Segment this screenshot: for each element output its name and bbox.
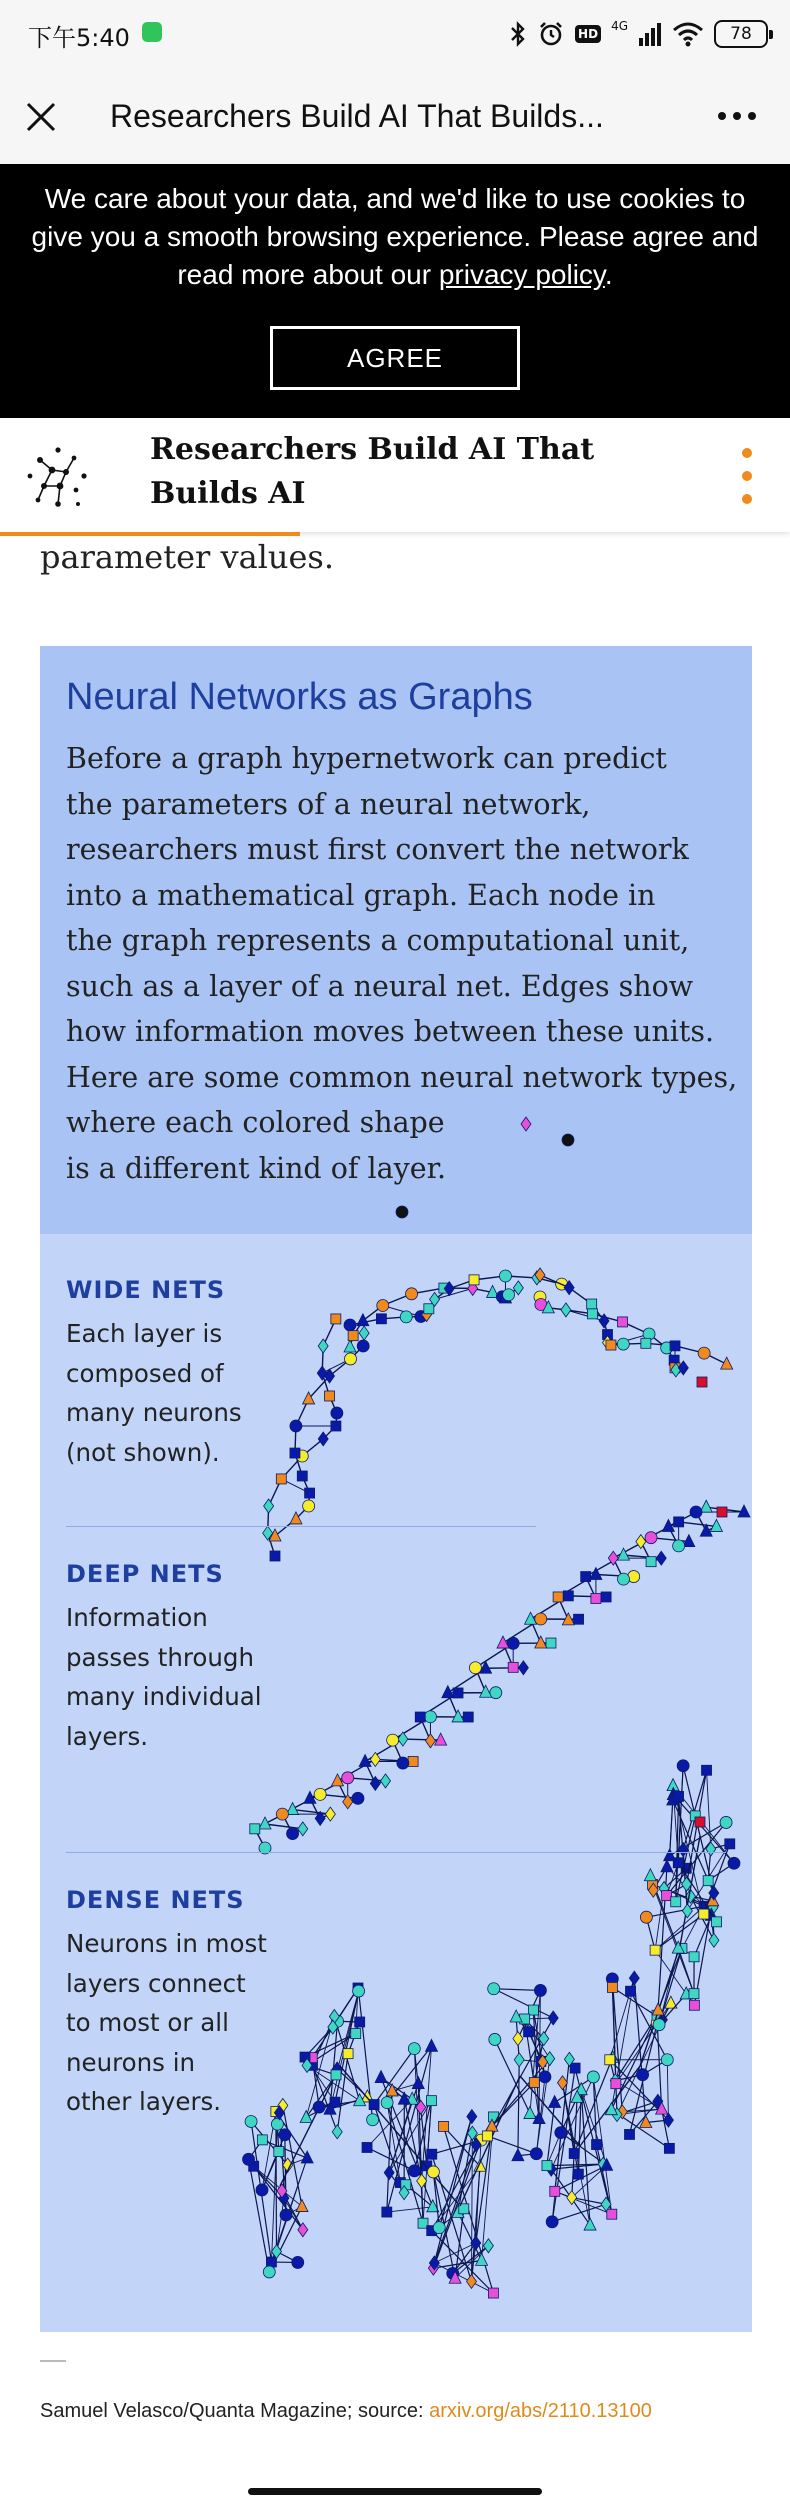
graph-node — [305, 1488, 315, 1498]
graph-node — [712, 1917, 722, 1927]
graph-node — [355, 2017, 365, 2027]
graph-node — [259, 1817, 271, 1829]
site-article-title: Researchers Build AI That Builds AI — [150, 432, 595, 511]
graph-node — [452, 1710, 464, 1722]
graph-edge — [387, 2207, 433, 2212]
signal-icon — [638, 22, 662, 46]
hd-icon: HD — [575, 25, 601, 43]
graph-node — [534, 1984, 546, 1996]
graph-node — [625, 2129, 635, 2139]
graph-node — [698, 1347, 710, 1359]
desc-line: other layers. — [66, 2087, 222, 2116]
graph-edge — [679, 1522, 717, 1527]
graph-node — [344, 1340, 356, 1352]
graph-node — [483, 2239, 493, 2253]
graph-node — [427, 2149, 437, 2159]
intro-line: Here are some common neural network types, — [66, 1060, 738, 1094]
graph-node — [435, 1733, 447, 1745]
graph-node — [482, 2131, 492, 2141]
graph-node — [398, 2092, 410, 2104]
graph-edge — [434, 2117, 471, 2263]
graph-node — [303, 1500, 315, 1512]
graph-node — [292, 2256, 304, 2268]
graph-node — [670, 1341, 680, 1351]
menu-dot-icon — [742, 448, 752, 458]
cookie-text-end: . — [604, 259, 613, 290]
graph-node — [674, 1791, 684, 1801]
home-indicator[interactable] — [248, 2488, 542, 2495]
graph-node — [318, 1432, 328, 1446]
graph-node — [408, 2043, 420, 2055]
graph-node — [266, 2257, 276, 2267]
graph-node — [570, 2063, 580, 2073]
graph-node — [664, 2143, 674, 2153]
graph-node — [331, 1407, 343, 1419]
graph-node — [332, 2125, 342, 2139]
graph-node — [377, 1300, 389, 1312]
site-header — [0, 418, 790, 532]
graph-node — [331, 1314, 341, 1324]
graph-node — [331, 2070, 341, 2080]
graph-node — [325, 1391, 335, 1401]
dense-nets-description — [66, 1924, 296, 2122]
source-link[interactable]: arxiv.org/abs/2110.13100 — [429, 2400, 652, 2422]
graph-node — [359, 1326, 369, 1340]
graph-node — [546, 1638, 556, 1648]
graph-node — [592, 2140, 602, 2150]
graph-edge — [494, 1989, 541, 1991]
graph-node — [318, 1339, 328, 1353]
graph-node — [661, 1860, 673, 1872]
graph-node — [607, 1982, 617, 1992]
intro-line: is a different kind of layer. — [66, 1151, 447, 1185]
graph-node — [400, 1311, 412, 1323]
graph-node — [636, 1535, 646, 1549]
graph-node — [656, 1551, 666, 1565]
graph-node — [661, 2054, 673, 2066]
graph-node — [518, 1661, 528, 1675]
image-credit — [40, 2400, 652, 2423]
agree-button[interactable]: AGREE — [270, 326, 520, 390]
graph-node — [695, 1817, 705, 1827]
desc-line: to most or all — [66, 2008, 229, 2037]
graph-node — [574, 1614, 584, 1624]
graph-node — [362, 2142, 372, 2152]
graph-node — [297, 1471, 307, 1481]
graph-node — [640, 1911, 652, 1923]
graph-node — [331, 1421, 341, 1431]
graph-node — [382, 2207, 392, 2217]
graph-node — [264, 1499, 274, 1513]
graph-node — [653, 2019, 665, 2031]
graph-node — [408, 1756, 418, 1766]
wide-net-graph — [263, 1117, 733, 1561]
intro-line: such as a layer of a neural net. Edges show — [66, 969, 694, 1003]
graph-node — [550, 2186, 560, 2196]
section-divider — [66, 1526, 536, 1527]
graph-edge — [634, 1978, 645, 2122]
intro-line: where each colored shape — [66, 1106, 445, 1139]
graph-node — [296, 2200, 308, 2212]
graph-node — [274, 2147, 284, 2157]
graph-node — [270, 1551, 280, 1561]
graph-edge — [458, 2212, 482, 2260]
graph-node — [706, 1842, 716, 1856]
desc-line: Each layer is — [66, 1319, 223, 1348]
browser-toolbar — [0, 70, 790, 164]
menu-dot-icon — [742, 471, 752, 481]
graph-edge — [276, 2112, 277, 2252]
graph-node — [439, 2121, 449, 2131]
graph-node — [542, 2161, 552, 2171]
graph-node — [514, 2053, 524, 2067]
graph-node — [539, 2071, 551, 2083]
graph-edge — [276, 2198, 283, 2251]
graph-node — [287, 1828, 299, 1840]
graph-node — [702, 1765, 712, 1775]
graph-node — [629, 1971, 639, 1985]
graph-node — [467, 2110, 477, 2124]
graph-node — [279, 2129, 291, 2141]
more-dot-icon — [748, 112, 756, 120]
graph-node — [424, 1304, 434, 1314]
graph-node — [591, 1594, 601, 1604]
graph-node — [521, 1117, 531, 1131]
graph-node — [709, 1933, 719, 1947]
infographic-title: Neural Networks as Graphs — [66, 676, 533, 718]
graph-node — [370, 1776, 380, 1790]
credit-divider — [40, 2360, 66, 2362]
graph-node — [587, 1309, 597, 1319]
battery-icon: 78 — [714, 20, 768, 48]
graph-node — [424, 1711, 436, 1723]
graph-edge — [552, 2204, 606, 2222]
desc-line: layers. — [66, 1721, 149, 1751]
credit-text: Samuel Velasco/Quanta Magazine; source: — [40, 2400, 430, 2422]
graph-node — [369, 2100, 379, 2110]
graph-node — [641, 1338, 651, 1348]
cookie-banner — [0, 164, 790, 418]
graph-node — [257, 2135, 267, 2145]
graph-node — [513, 2032, 523, 2046]
graph-node — [406, 1288, 418, 1300]
intro-line: researchers must first convert the network — [66, 833, 689, 866]
graph-node — [671, 1897, 681, 1907]
cookie-message — [16, 180, 774, 294]
graph-node — [601, 1592, 611, 1602]
graph-node — [664, 1849, 676, 1861]
graph-edge — [667, 2060, 668, 2120]
wide-nets-description — [66, 1314, 296, 1472]
more-options-button[interactable] — [718, 106, 760, 126]
graph-node — [425, 1734, 435, 1748]
dense-net-graph — [243, 1760, 740, 2298]
wide-nets-label: WIDE NETS — [66, 1276, 226, 1304]
graph-edge — [487, 2136, 536, 2154]
graph-node — [325, 1807, 335, 1821]
graph-node — [513, 1281, 523, 1295]
graph-edge — [694, 1915, 711, 1956]
graph-node — [520, 2014, 530, 2024]
more-dot-icon — [718, 112, 726, 120]
graph-node — [508, 1662, 518, 1672]
graph-node — [453, 1688, 463, 1698]
graph-node — [689, 2000, 699, 2010]
privacy-policy-link[interactable]: privacy policy — [438, 259, 605, 290]
graph-node — [276, 1808, 288, 1820]
graph-node — [256, 2184, 268, 2196]
graph-node — [555, 2127, 567, 2139]
graph-node — [353, 1985, 365, 1997]
graph-node — [469, 1662, 481, 1674]
reading-progress-bar — [0, 532, 300, 536]
graph-node — [343, 2049, 353, 2059]
menu-button[interactable] — [740, 448, 754, 504]
graph-node — [528, 2005, 538, 2015]
cookie-text: We care about your data, and we'd like to use cookies to give you a smooth browsing experience. Please agree and read more about our — [31, 183, 759, 290]
graph-node — [573, 2169, 583, 2179]
graph-node — [488, 1983, 500, 1995]
desc-line: Information — [66, 1603, 208, 1632]
graph-node — [359, 1754, 371, 1766]
graph-node — [607, 2209, 617, 2219]
app-notification-icon — [142, 22, 162, 42]
graph-edge — [670, 1800, 673, 1856]
quanta-logo-icon[interactable] — [22, 442, 94, 514]
intro-line: the parameters of a neural network, — [66, 787, 591, 821]
status-time: 下午5:40 — [28, 24, 130, 52]
more-dot-icon — [733, 112, 741, 120]
graph-node — [563, 1591, 573, 1601]
graph-node — [581, 1572, 591, 1582]
infographic — [40, 646, 752, 2332]
intro-line: into a mathematical graph. Each node in — [66, 878, 656, 912]
graph-node — [553, 1592, 563, 1602]
graph-node — [370, 1752, 380, 1766]
graph-node — [345, 1353, 357, 1365]
deep-nets-label: DEEP NETS — [66, 1560, 224, 1588]
graph-node — [313, 2101, 325, 2113]
graph-node — [348, 1331, 358, 1341]
graph-node — [717, 1507, 727, 1517]
graph-node — [398, 1732, 408, 1746]
desc-line: (not shown). — [66, 1437, 220, 1467]
desc-line: Neurons in most — [66, 1929, 267, 1958]
graph-node — [605, 2055, 615, 2065]
graph-node — [426, 2096, 436, 2106]
intro-line: Before a graph hypernetwork can predict — [66, 742, 667, 775]
article-text: parameter values. — [40, 538, 335, 576]
graph-node — [357, 1340, 369, 1352]
graph-node — [548, 2011, 558, 2025]
graph-node — [689, 1989, 699, 1999]
graph-node — [381, 1774, 391, 1788]
close-icon[interactable] — [22, 98, 60, 136]
graph-edge — [434, 2263, 493, 2293]
graph-node — [674, 1517, 684, 1527]
graph-node — [561, 1303, 571, 1317]
graph-node — [535, 1636, 547, 1648]
graph-node — [725, 1839, 735, 1849]
graph-node — [699, 1909, 709, 1919]
graph-node — [530, 2148, 542, 2160]
browser-page-title: Researchers Build AI That Builds... — [110, 98, 604, 134]
graph-edge — [646, 1906, 704, 1917]
graph-node — [344, 1319, 356, 1331]
graph-node — [396, 1206, 408, 1218]
graph-node — [677, 1760, 689, 1772]
status-icons — [509, 16, 768, 52]
deep-nets-description — [66, 1598, 296, 1756]
graph-node — [644, 1869, 656, 1881]
graph-node — [637, 2069, 649, 2081]
graph-node — [280, 2209, 292, 2221]
graph-node — [298, 1822, 308, 1836]
graph-node — [433, 2222, 445, 2234]
graph-node — [524, 2027, 534, 2037]
graph-node — [529, 2078, 539, 2088]
network-label: 4G — [611, 19, 628, 33]
graph-node — [645, 1532, 657, 1544]
graph-node — [562, 1134, 574, 1146]
graph-node — [673, 1540, 685, 1552]
graph-node — [381, 2097, 393, 2109]
graph-node — [617, 1573, 629, 1585]
desc-line: composed of — [66, 1358, 224, 1388]
desc-line: neurons in — [66, 2047, 196, 2077]
graph-node — [524, 2107, 536, 2119]
graph-node — [617, 1338, 629, 1350]
graph-node — [263, 2266, 275, 2278]
graph-node — [427, 2166, 439, 2178]
graph-node — [606, 1340, 616, 1350]
graph-node — [476, 2253, 488, 2265]
graph-node — [662, 1891, 672, 1901]
graph-node — [276, 1474, 286, 1484]
graph-node — [469, 1275, 479, 1285]
graph-node — [697, 1377, 707, 1387]
alarm-icon — [537, 20, 565, 48]
graph-node — [387, 1734, 399, 1746]
graph-node — [646, 1557, 656, 1567]
graph-node — [703, 1876, 713, 1886]
graph-node — [499, 1270, 511, 1282]
graph-node — [587, 2071, 599, 2083]
desc-line: many individual — [66, 1682, 262, 1711]
graph-node — [250, 1824, 260, 1834]
graph-node — [425, 2039, 437, 2051]
section-divider — [66, 1852, 726, 1853]
graph-node — [351, 2029, 361, 2039]
graph-node — [397, 1757, 409, 1769]
graph-node — [489, 2033, 501, 2045]
wifi-icon — [672, 21, 704, 47]
graph-node — [352, 1792, 364, 1804]
graph-node — [376, 1314, 386, 1324]
graph-node — [463, 1712, 473, 1722]
graph-edge — [707, 1770, 711, 1849]
graph-node — [587, 1299, 597, 1309]
graph-node — [549, 2095, 561, 2107]
graph-node — [611, 2079, 621, 2089]
graph-node — [690, 1506, 702, 1518]
graph-node — [652, 2003, 664, 2015]
graph-node — [408, 2165, 420, 2177]
graph-node — [720, 1816, 732, 1828]
graph-edge — [518, 2060, 519, 2156]
graph-node — [569, 2149, 579, 2159]
graph-node — [503, 1289, 515, 1301]
graph-node — [650, 1945, 660, 1955]
graph-node — [375, 2071, 387, 2083]
desc-line: many neurons — [66, 1398, 242, 1427]
bluetooth-icon — [509, 21, 527, 47]
intro-line: the graph represents a computational unit, — [66, 924, 690, 957]
graph-node — [314, 1788, 326, 1800]
graph-node — [466, 2274, 476, 2288]
graph-node — [442, 1686, 454, 1698]
graph-node — [243, 2153, 255, 2165]
graph-node — [728, 1857, 740, 1869]
menu-dot-icon — [742, 494, 752, 504]
graph-node — [535, 1613, 547, 1625]
graph-node — [488, 2288, 498, 2298]
graph-node — [415, 1712, 425, 1722]
graph-node — [618, 1317, 628, 1327]
graph-node — [721, 1357, 733, 1369]
graph-node — [367, 2114, 379, 2126]
graph-node — [626, 1986, 636, 1996]
desc-line: layers connect — [66, 1968, 246, 1998]
graph-edge — [434, 2145, 476, 2263]
graph-node — [546, 2216, 558, 2228]
dense-nets-label: DENSE NETS — [66, 1886, 245, 1914]
graph-node — [342, 1772, 354, 1784]
graph-node — [330, 2097, 340, 2107]
graph-node — [357, 1314, 369, 1326]
status-bar — [0, 0, 790, 70]
graph-node — [689, 1952, 699, 1962]
intro-line: how information moves between these units. — [66, 1015, 715, 1048]
desc-line: passes through — [66, 1642, 254, 1672]
